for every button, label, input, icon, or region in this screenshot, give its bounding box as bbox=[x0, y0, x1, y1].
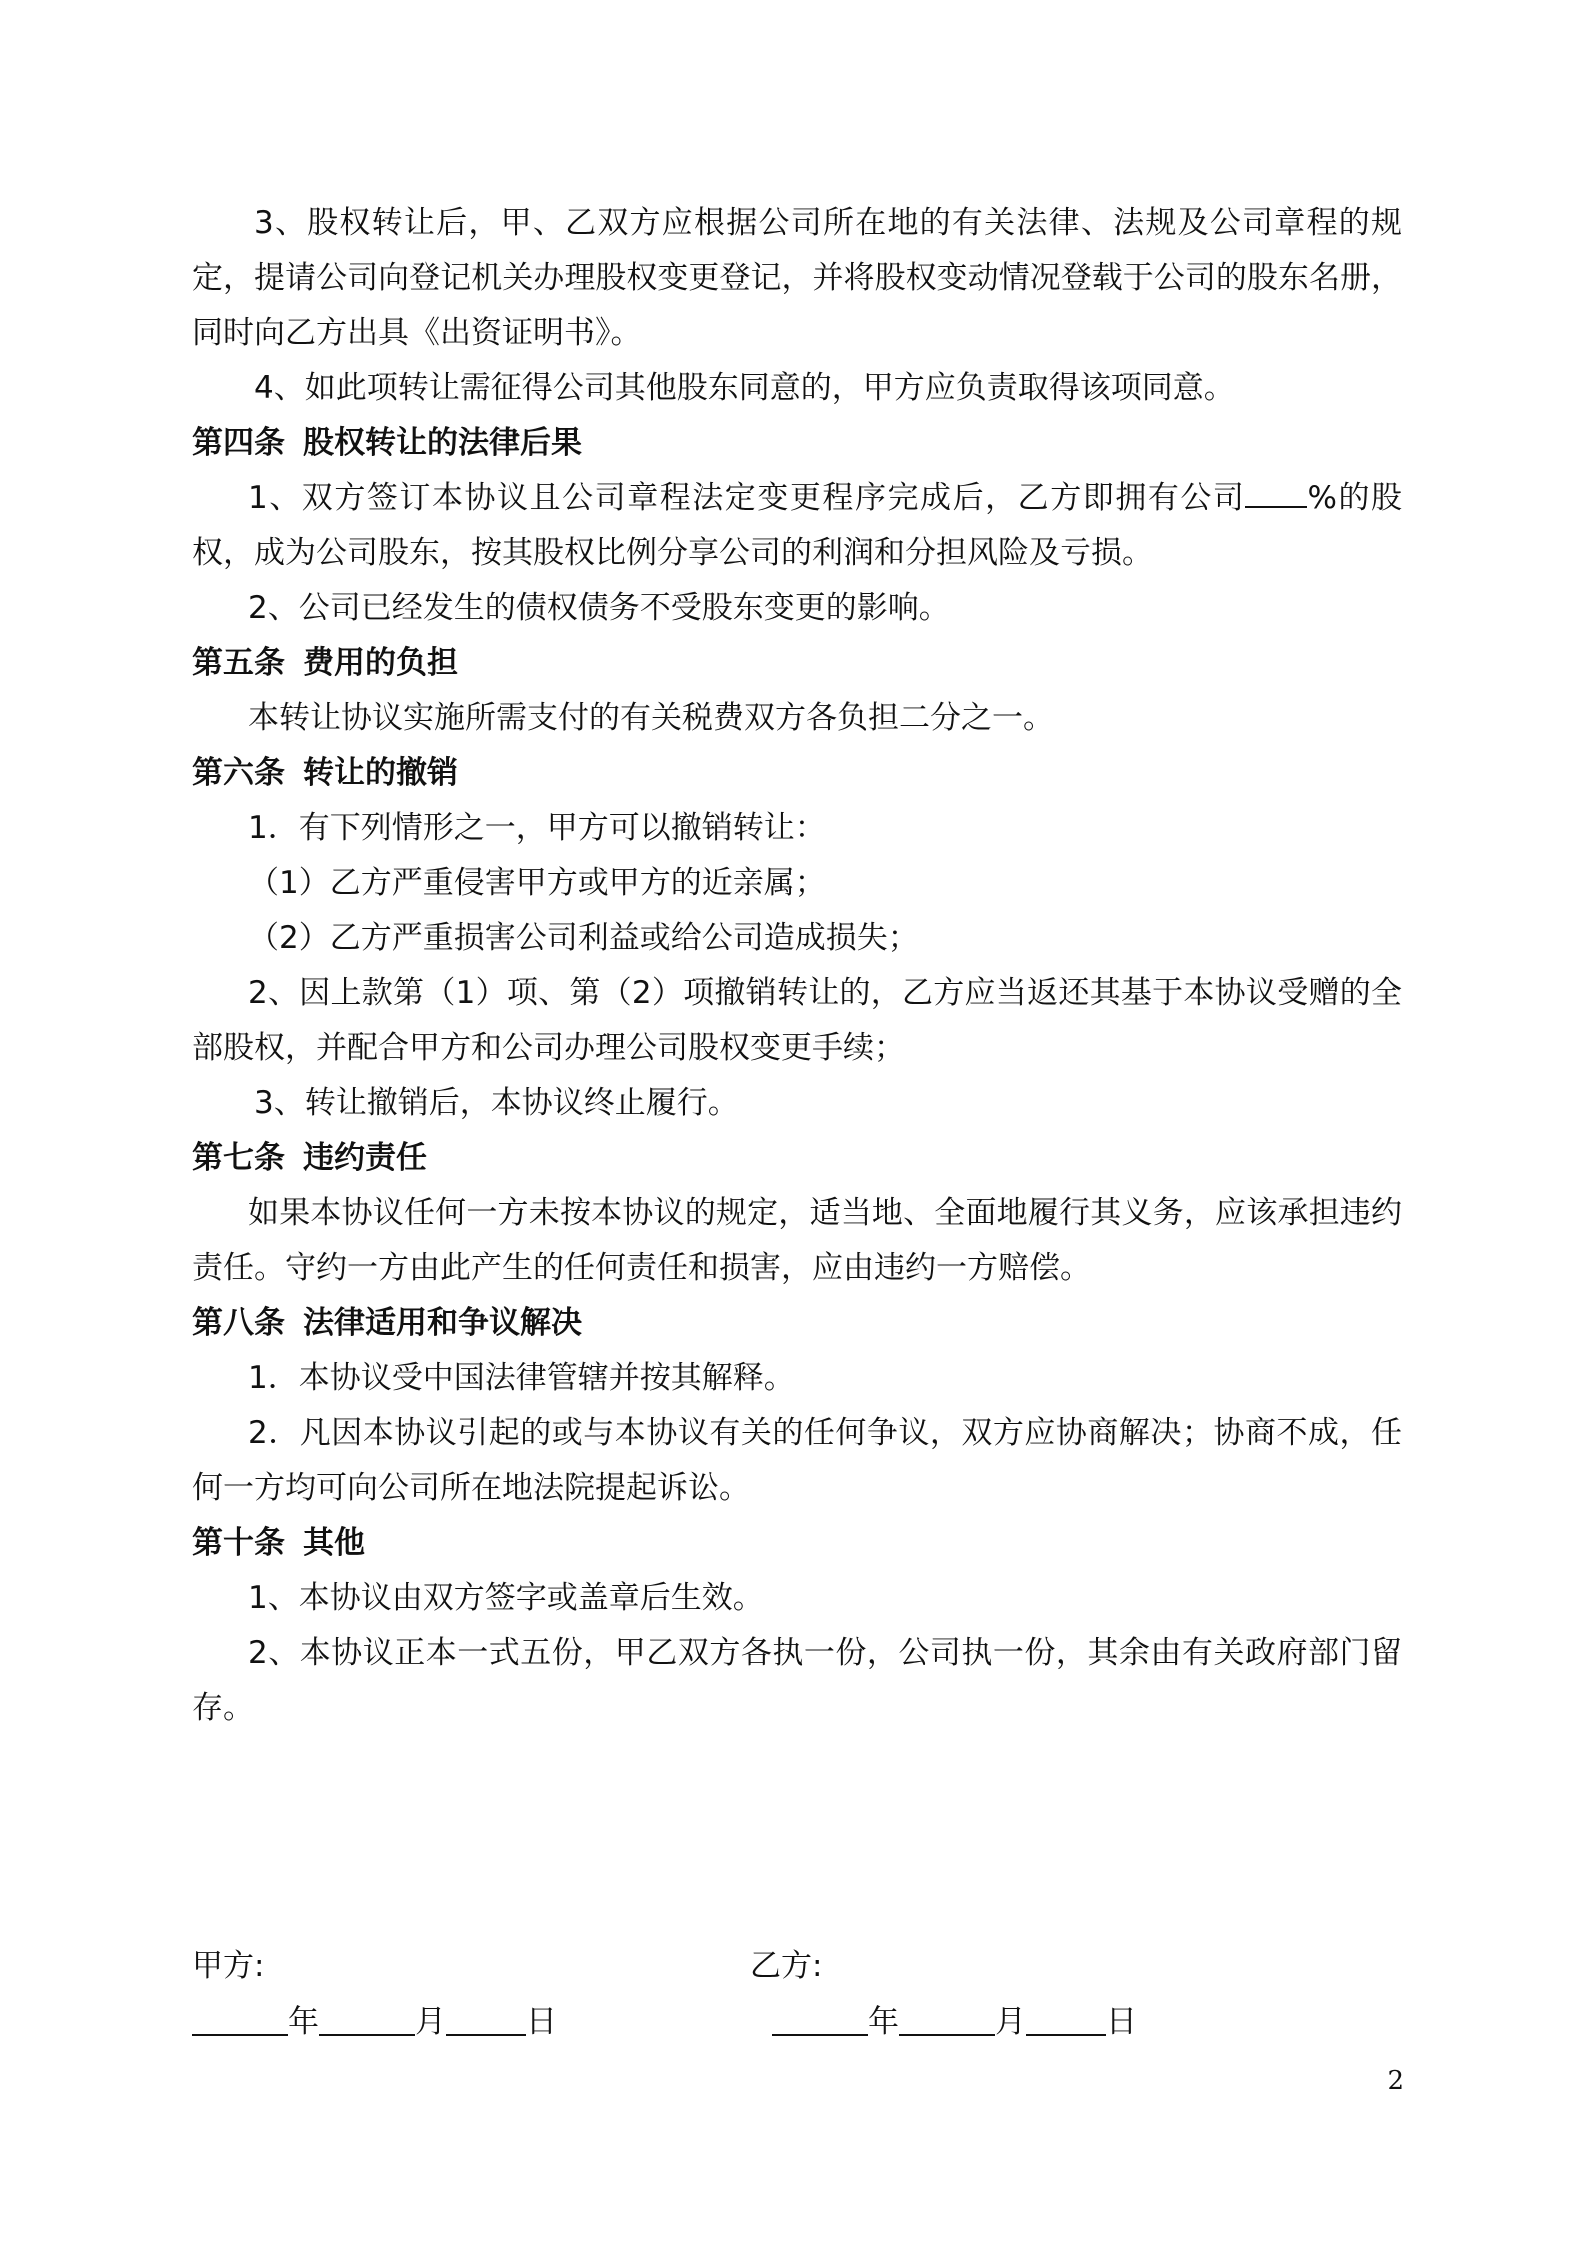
day-blank bbox=[446, 2004, 526, 2036]
clause-7: 如果本协议任何一方未按本协议的规定，适当地、全面地履行其义务，应该承担违约责任。守约一方由此产生的任何责任和损害，应由违约一方赔偿。 bbox=[192, 1195, 1402, 1286]
party-b-date bbox=[772, 2002, 1137, 2042]
clause-3-item-4: 4、如此项转让需征得公司其他股东同意的，甲方应负责取得该项同意。 bbox=[254, 370, 1235, 406]
month-blank bbox=[319, 2004, 415, 2036]
heading-title: 费用的负担 bbox=[303, 645, 458, 681]
clause-4-item-1: 1、双方签订本协议且公司章程法定变更程序完成后，乙方即拥有公司 %的股权，成为公司股东，按其股权比例分享公司的利润和分担风险及亏损。 bbox=[192, 480, 1402, 571]
heading-article-5 bbox=[192, 636, 1402, 691]
heading-number: 第四条 bbox=[192, 425, 285, 461]
clause-3-item-3: 3、股权转让后，甲、乙双方应根据公司所在地的有关法律、法规及公司章程的规定，提请公司向登记机关办理股权变更登记，并将股权变动情况登载于公司的股东名册，同时向乙方出具《出资证明书》。 bbox=[192, 205, 1402, 351]
heading-article-10 bbox=[192, 1516, 1402, 1571]
day-label: 日 bbox=[526, 2004, 557, 2040]
clause-6-item-1: 1．有下列情形之一，甲方可以撤销转让： bbox=[248, 810, 826, 846]
party-a-date bbox=[192, 2002, 557, 2042]
heading-title: 股权转让的法律后果 bbox=[303, 425, 582, 461]
day-label: 日 bbox=[1106, 2004, 1137, 2040]
heading-title: 其他 bbox=[303, 1525, 365, 1561]
clause-8-item-2: 2．凡因本协议引起的或与本协议有关的任何争议，双方应协商解决；协商不成，任何一方均可向公司所在地法院提起诉讼。 bbox=[192, 1415, 1402, 1506]
heading-title: 法律适用和争议解决 bbox=[303, 1305, 582, 1341]
month-blank bbox=[899, 2004, 995, 2036]
heading-number: 第八条 bbox=[192, 1305, 285, 1341]
clause-10-item-2: 2、本协议正本一式五份，甲乙双方各执一份，公司执一份，其余由有关政府部门留存。 bbox=[192, 1635, 1402, 1726]
party-a-label: 甲方: bbox=[192, 1948, 265, 1984]
heading-title: 违约责任 bbox=[303, 1140, 427, 1176]
document-body bbox=[192, 196, 1402, 1736]
clause-10-item-1: 1、本协议由双方签字或盖章后生效。 bbox=[248, 1580, 764, 1616]
month-label: 月 bbox=[995, 2004, 1026, 2040]
clause-6-item-3: 3、转让撤销后，本协议终止履行。 bbox=[254, 1085, 739, 1121]
heading-number: 第五条 bbox=[192, 645, 285, 681]
clause-6-item-2: 2、因上款第（1）项、第（2）项撤销转让的，乙方应当返还其基于本协议受赠的全部股权，并配合甲方和公司办理公司股权变更手续； bbox=[192, 975, 1402, 1066]
clause-5: 本转让协议实施所需支付的有关税费双方各负担二分之一。 bbox=[248, 700, 1054, 736]
month-label: 月 bbox=[415, 2004, 446, 2040]
clause-8-item-1: 1．本协议受中国法律管辖并按其解释。 bbox=[248, 1360, 795, 1396]
clause-6-item-1-sub-2: （2）乙方严重损害公司利益或给公司造成损失； bbox=[248, 920, 919, 956]
year-blank bbox=[772, 2004, 868, 2036]
heading-number: 第十条 bbox=[192, 1525, 285, 1561]
clause-6-item-1-sub-1: （1）乙方严重侵害甲方或甲方的近亲属； bbox=[248, 865, 826, 901]
party-b-label: 乙方: bbox=[750, 1948, 823, 1984]
heading-article-4 bbox=[192, 416, 1402, 471]
percentage-blank bbox=[1245, 480, 1307, 508]
day-blank bbox=[1026, 2004, 1106, 2036]
heading-number: 第七条 bbox=[192, 1140, 285, 1176]
year-label: 年 bbox=[868, 2004, 899, 2040]
heading-number: 第六条 bbox=[192, 755, 285, 791]
page-number: 2 bbox=[1387, 2066, 1404, 2096]
heading-article-7 bbox=[192, 1131, 1402, 1186]
heading-title: 转让的撤销 bbox=[303, 755, 458, 791]
year-label: 年 bbox=[288, 2004, 319, 2040]
heading-article-8 bbox=[192, 1296, 1402, 1351]
year-blank bbox=[192, 2004, 288, 2036]
clause-4-item-2: 2、公司已经发生的债权债务不受股东变更的影响。 bbox=[248, 590, 950, 626]
heading-article-6 bbox=[192, 746, 1402, 801]
